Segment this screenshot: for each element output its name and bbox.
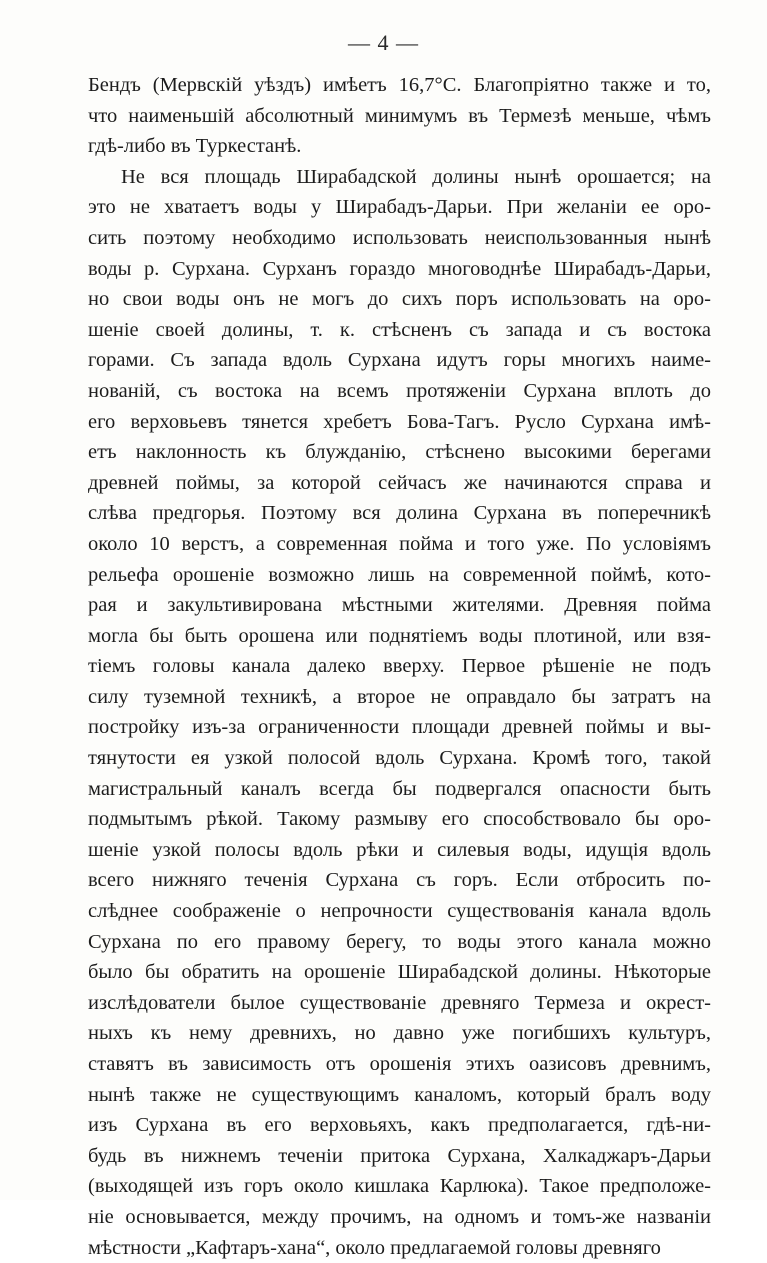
text-line: около 10 верстъ, а современная пойма и того уже. По условіямъ <box>88 532 711 555</box>
text-line: всего нижняго теченія Сурхана съ горъ. Если отбросить по- <box>88 869 711 892</box>
text-line: что наименьшій абсолютный минимумъ въ Термезѣ меньше, чѣмъ <box>88 104 711 127</box>
text-line: етъ наклонность къ блужданію, стѣснено высокими берегами <box>88 441 711 464</box>
text-line: рая и закультивирована мѣстными жителями. Древняя пойма <box>88 594 711 617</box>
text-line: (выходящей изъ горъ около кишлака Карлюка). Такое предположе- <box>88 1175 711 1198</box>
text-line: шеніе узкой полосы вдоль рѣки и силевыя воды, идущія вдоль <box>88 838 711 861</box>
text-line: постройку изъ-за ограниченности площади древней поймы и вы- <box>88 716 711 739</box>
text-line: подмытымъ рѣкой. Такому размыву его способствовало бы оро- <box>88 808 711 831</box>
text-line: воды р. Сурхана. Сурханъ гораздо многоводнѣе Ширабадъ-Дарьи, <box>88 257 711 280</box>
text-line: нованій, съ востока на всемъ протяженіи Сурхана вплоть до <box>88 379 711 402</box>
text-line: гдѣ-либо въ Туркестанѣ. <box>88 135 302 158</box>
text-line: шеніе своей долины, т. к. стѣсненъ съ запада и съ востока <box>88 318 711 341</box>
page-number: — 4 — <box>348 30 419 55</box>
text-line: тіемъ головы канала далеко вверху. Первое рѣшеніе не подъ <box>88 655 711 678</box>
text-line: но свои воды онъ не могъ до сихъ поръ использовать на оро- <box>88 288 711 311</box>
text-line: Бендъ (Мервскій уѣздъ) имѣетъ 16,7°С. Благопріятно также и то, <box>88 74 711 96</box>
text-line: будь въ нижнемъ теченіи притока Сурхана, Халкаджаръ-Дарьи <box>88 1144 711 1167</box>
text-line: тянутости ея узкой полосой вдоль Сурхана. Кромѣ того, такой <box>88 747 711 770</box>
text-line: ныхъ къ нему древнихъ, но давно уже погибшихъ культуръ, <box>88 1022 711 1045</box>
text-line: сить поэтому необходимо использовать неиспользованныя нынѣ <box>88 226 711 249</box>
text-line: изслѣдователи былое существованіе древняго Термеза и окрест- <box>88 991 711 1014</box>
body-text <box>88 70 711 1263</box>
text-line: рельефа орошеніе возможно лишь на современной поймѣ, кото- <box>88 563 711 586</box>
text-line: горами. Съ запада вдоль Сурхана идутъ горы многихъ наиме- <box>88 349 711 372</box>
text-line: древней поймы, за которой сейчасъ же начинаются справа и <box>88 471 711 494</box>
text-line: его верховьевъ тянется хребетъ Бова-Тагъ. Русло Сурхана имѣ- <box>88 410 711 433</box>
text-line: силу туземной техникѣ, а второе не оправдало бы затратъ на <box>88 685 711 708</box>
text-line: нынѣ также не существующимъ каналомъ, который бралъ воду <box>88 1083 711 1106</box>
text-line: было бы обратить на орошеніе Ширабадской долины. Нѣкоторые <box>88 961 711 984</box>
text-line: магистральный каналъ всегда бы подвергался опасности быть <box>88 777 711 800</box>
text-line: Сурхана по его правому берегу, то воды этого канала можно <box>88 930 711 953</box>
text-line: это не хватаетъ воды у Ширабадъ-Дарьи. При желаніи ее оро- <box>88 196 711 219</box>
text-line: ніе основывается, между прочимъ, на одномъ и томъ-же названіи <box>88 1205 711 1228</box>
text-line: ставятъ въ зависимость отъ орошенія этихъ оазисовъ древнимъ, <box>88 1053 711 1075</box>
text-line: изъ Сурхана въ его верховьяхъ, какъ предполагается, гдѣ-ни- <box>88 1114 711 1137</box>
text-line: Не вся площадь Ширабадской долины нынѣ орошается; на <box>121 165 711 188</box>
text-line: могла бы быть орошена или поднятіемъ воды плотиной, или взя- <box>88 624 711 647</box>
text-line: слѣва предгорья. Поэтому вся долина Сурхана въ поперечникѣ <box>88 502 711 525</box>
text-line: слѣднее соображеніе о непрочности существованія канала вдоль <box>88 900 711 923</box>
text-line: мѣстности „Кафтаръ-хана“, около предлагаемой головы древняго <box>88 1236 661 1259</box>
